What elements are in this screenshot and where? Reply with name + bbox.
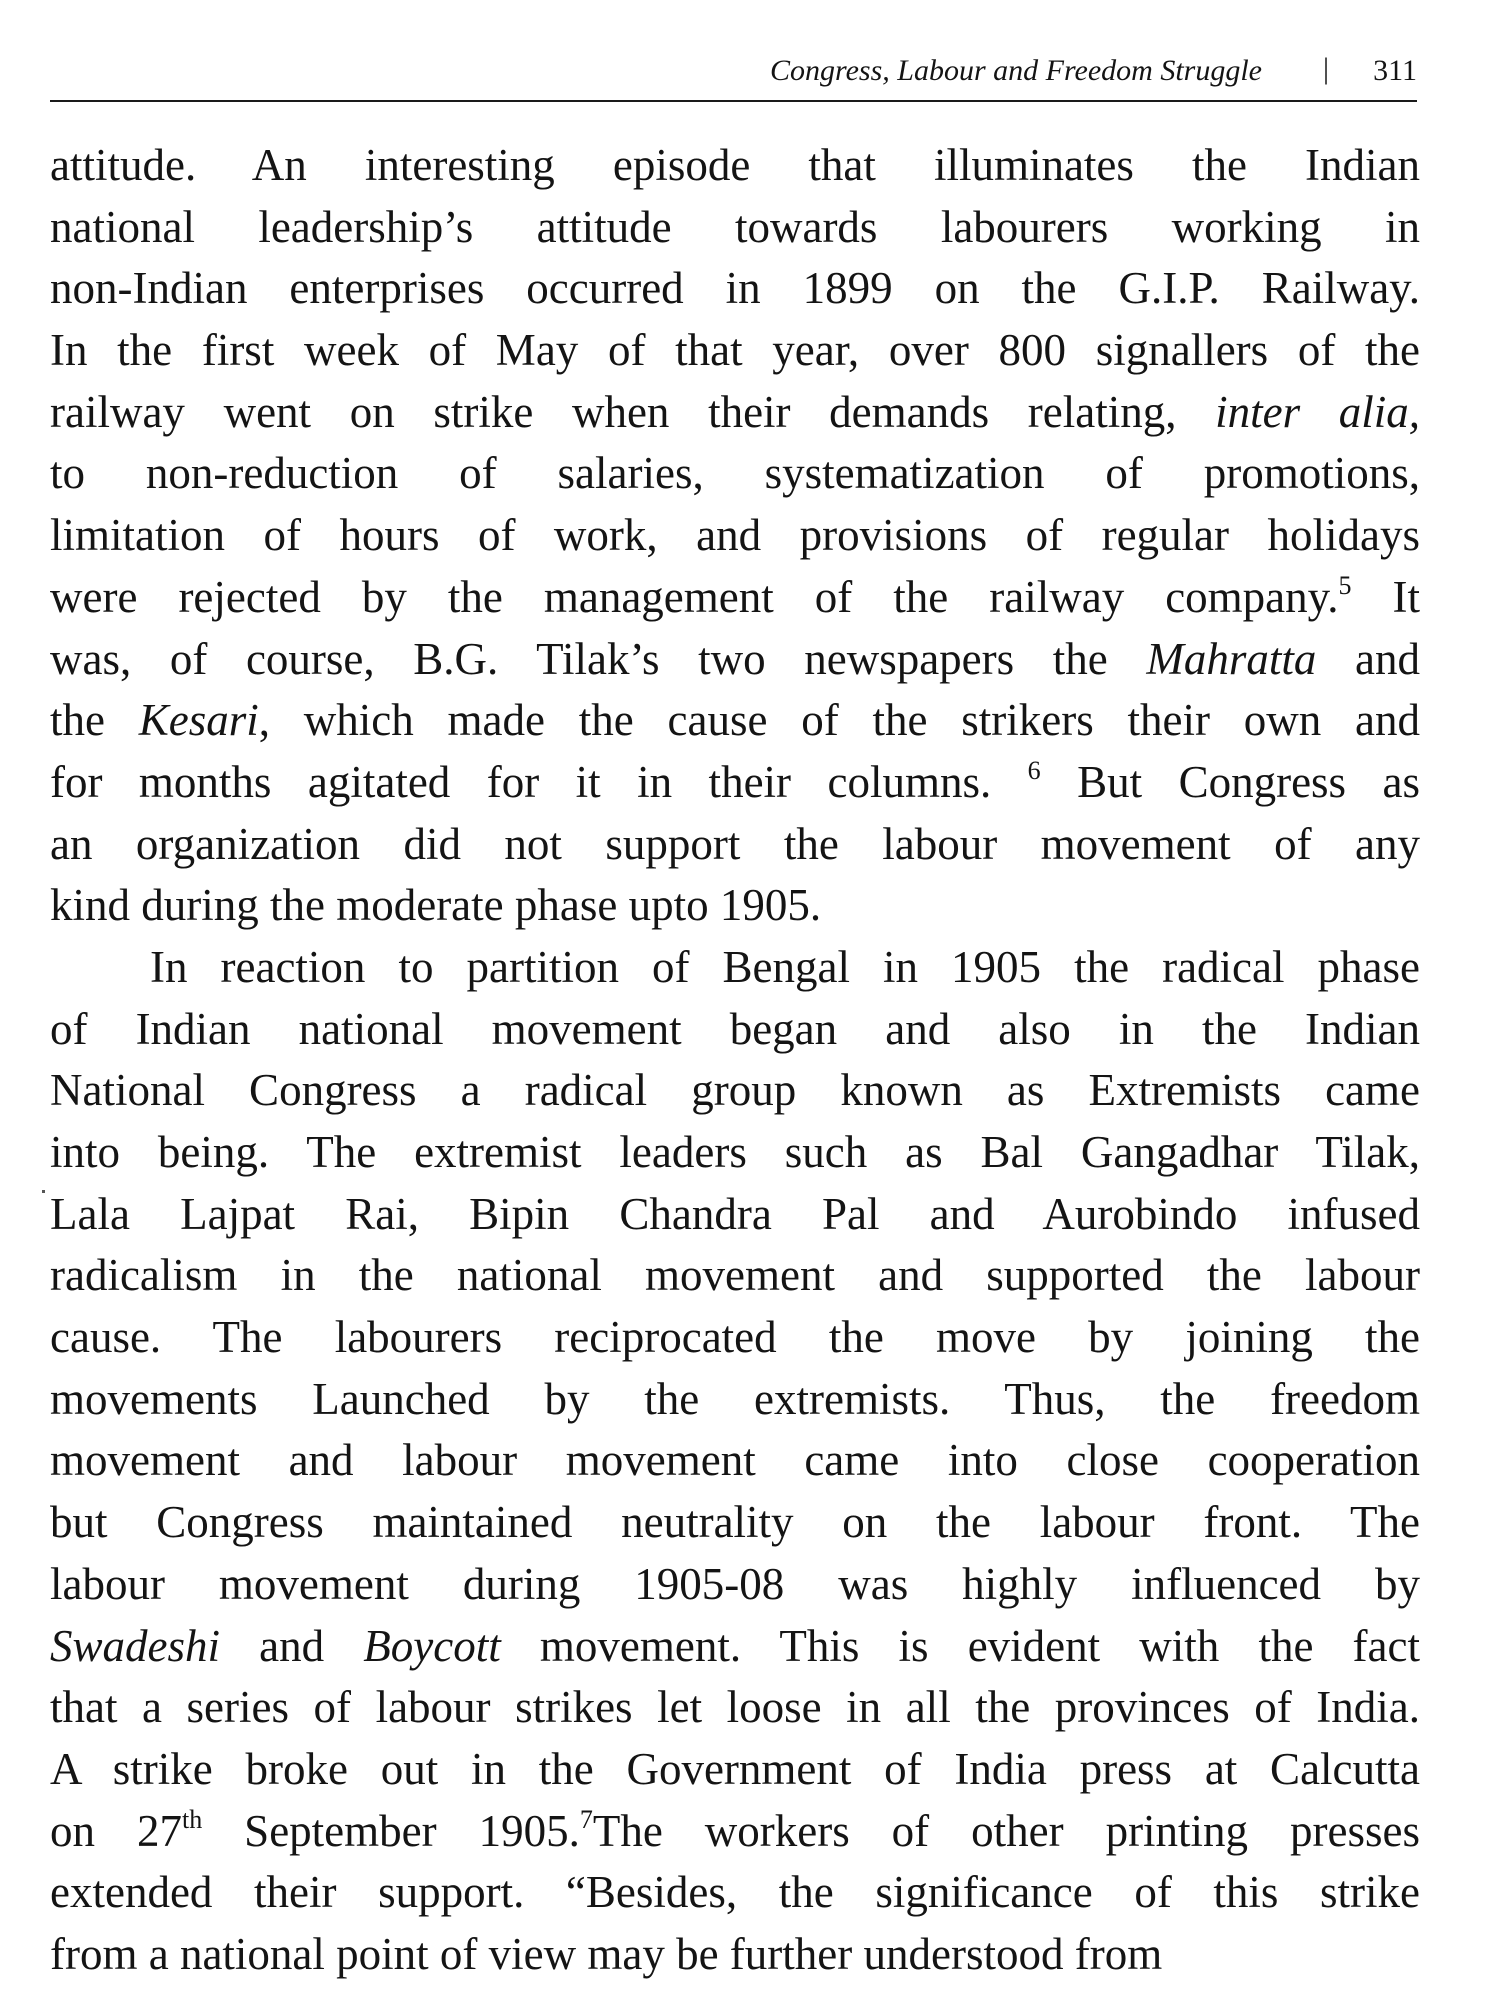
text-segment: In reaction to partition of Bengal in 1905 the radical phase: [150, 941, 1420, 992]
text-segment: an organization did not support the labour movement of any: [50, 818, 1420, 869]
text-segment: on 27: [50, 1805, 182, 1856]
text-segment: attitude. An interesting episode that illuminates the Indian: [50, 140, 1420, 190]
footnote-ref: 6: [1027, 755, 1041, 785]
text-segment: were rejected by the management of the railway company.: [50, 571, 1339, 622]
text-line: [50, 629, 1420, 691]
text-line: [50, 814, 1420, 876]
text-segment: kind during the moderate phase upto 1905.: [50, 880, 822, 931]
italic-term: Mahratta: [1146, 633, 1317, 684]
text-segment: railway went on strike when their demands relating,: [50, 386, 1216, 437]
italic-term: Kesari: [138, 695, 259, 746]
text-segment: the: [50, 695, 139, 746]
text-segment: September 1905.: [202, 1805, 580, 1856]
paragraph: [50, 135, 1420, 937]
text-segment: but Congress maintained neutrality on the labour front. The: [50, 1497, 1420, 1548]
text-line: [50, 937, 1420, 999]
text-line: [50, 1492, 1420, 1554]
text-segment: from a national point of view may be further understood from: [50, 1928, 1163, 1979]
text-line: [50, 1924, 1420, 1986]
footnote-ref: 5: [1338, 570, 1352, 600]
text-segment: extended their support. “Besides, the significance of this strike: [50, 1867, 1420, 1918]
running-header: [50, 50, 1417, 102]
text-line: [50, 258, 1420, 320]
text-segment: limitation of hours of work, and provisions of regular holidays: [50, 510, 1420, 561]
italic-term: Boycott: [363, 1620, 501, 1671]
body-text: [50, 135, 1420, 1986]
text-segment: The workers of other printing presses: [592, 1805, 1420, 1856]
scan-speck: [42, 1190, 45, 1193]
text-segment: to non-reduction of salaries, systematization of promotions,: [50, 448, 1420, 499]
text-segment: non-Indian enterprises occurred in 1899 on the G.I.P. Railway.: [50, 263, 1420, 314]
text-segment: was, of course, B.G. Tilak’s two newspapers the: [50, 633, 1147, 684]
text-line: [50, 443, 1420, 505]
text-line: [50, 1554, 1420, 1616]
text-line: [50, 505, 1420, 567]
text-line: [50, 1430, 1420, 1492]
text-line: [50, 1184, 1420, 1246]
text-segment: labour movement during 1905-08 was highly influenced by: [50, 1558, 1420, 1609]
footnote-ref: 7: [579, 1804, 593, 1834]
page-number: 311: [1373, 54, 1417, 87]
italic-term: inter alia,: [1215, 386, 1420, 437]
text-segment: that a series of labour strikes let loose in all the provinces of India.: [50, 1682, 1420, 1733]
text-segment: But Congress as: [1040, 756, 1420, 807]
text-line: [50, 1862, 1420, 1924]
text-line: [50, 999, 1420, 1061]
text-line: [50, 320, 1420, 382]
text-segment: cause. The labourers reciprocated the move by joining the: [50, 1312, 1420, 1363]
text-segment: and: [220, 1620, 364, 1671]
text-line: [50, 1307, 1420, 1369]
text-segment: In the first week of May of that year, over 800 signallers of the: [50, 325, 1420, 376]
text-segment: It: [1351, 571, 1420, 622]
italic-term: Swadeshi: [50, 1620, 221, 1671]
text-segment: national leadership’s attitude towards labourers working in: [50, 201, 1420, 252]
text-line: [50, 382, 1420, 444]
text-segment: movement. This is evident with the fact: [500, 1620, 1420, 1671]
text-line: [50, 1677, 1420, 1739]
text-segment: movement and labour movement came into close cooperation: [50, 1435, 1420, 1486]
text-segment: National Congress a radical group known as Extremists came: [50, 1065, 1420, 1116]
text-line: [50, 197, 1420, 259]
text-segment: A strike broke out in the Government of India press at Calcutta: [50, 1743, 1420, 1794]
text-line: [50, 1060, 1420, 1122]
header-separator: |: [1322, 52, 1329, 85]
text-line: [50, 1739, 1420, 1801]
text-line: [50, 1369, 1420, 1431]
text-segment: for months agitated for it in their columns.: [50, 756, 1028, 807]
text-line: [50, 567, 1420, 629]
footnote-ref: th: [181, 1804, 203, 1834]
text-line: [50, 1122, 1420, 1184]
text-line: [50, 752, 1420, 814]
text-segment: into being. The extremist leaders such as Bal Gangadhar Tilak,: [50, 1127, 1420, 1177]
text-line: [50, 1245, 1420, 1307]
text-segment: and: [1316, 633, 1420, 684]
text-segment: of Indian national movement began and also in the Indian: [50, 1003, 1420, 1054]
text-segment: radicalism in the national movement and supported the labour: [50, 1250, 1420, 1301]
text-segment: movements Launched by the extremists. Thus, the freedom: [50, 1373, 1420, 1424]
text-segment: , which made the cause of the strikers their own and: [258, 695, 1420, 746]
text-line: [50, 690, 1420, 752]
text-line: [50, 1616, 1420, 1678]
text-line: [50, 875, 1420, 937]
text-segment: Lala Lajpat Rai, Bipin Chandra Pal and Aurobindo infused: [50, 1188, 1420, 1239]
text-line: [50, 1801, 1420, 1863]
header-title: Congress, Labour and Freedom Struggle: [770, 54, 1262, 87]
paragraph: [50, 937, 1420, 1986]
text-line: [50, 135, 1420, 197]
